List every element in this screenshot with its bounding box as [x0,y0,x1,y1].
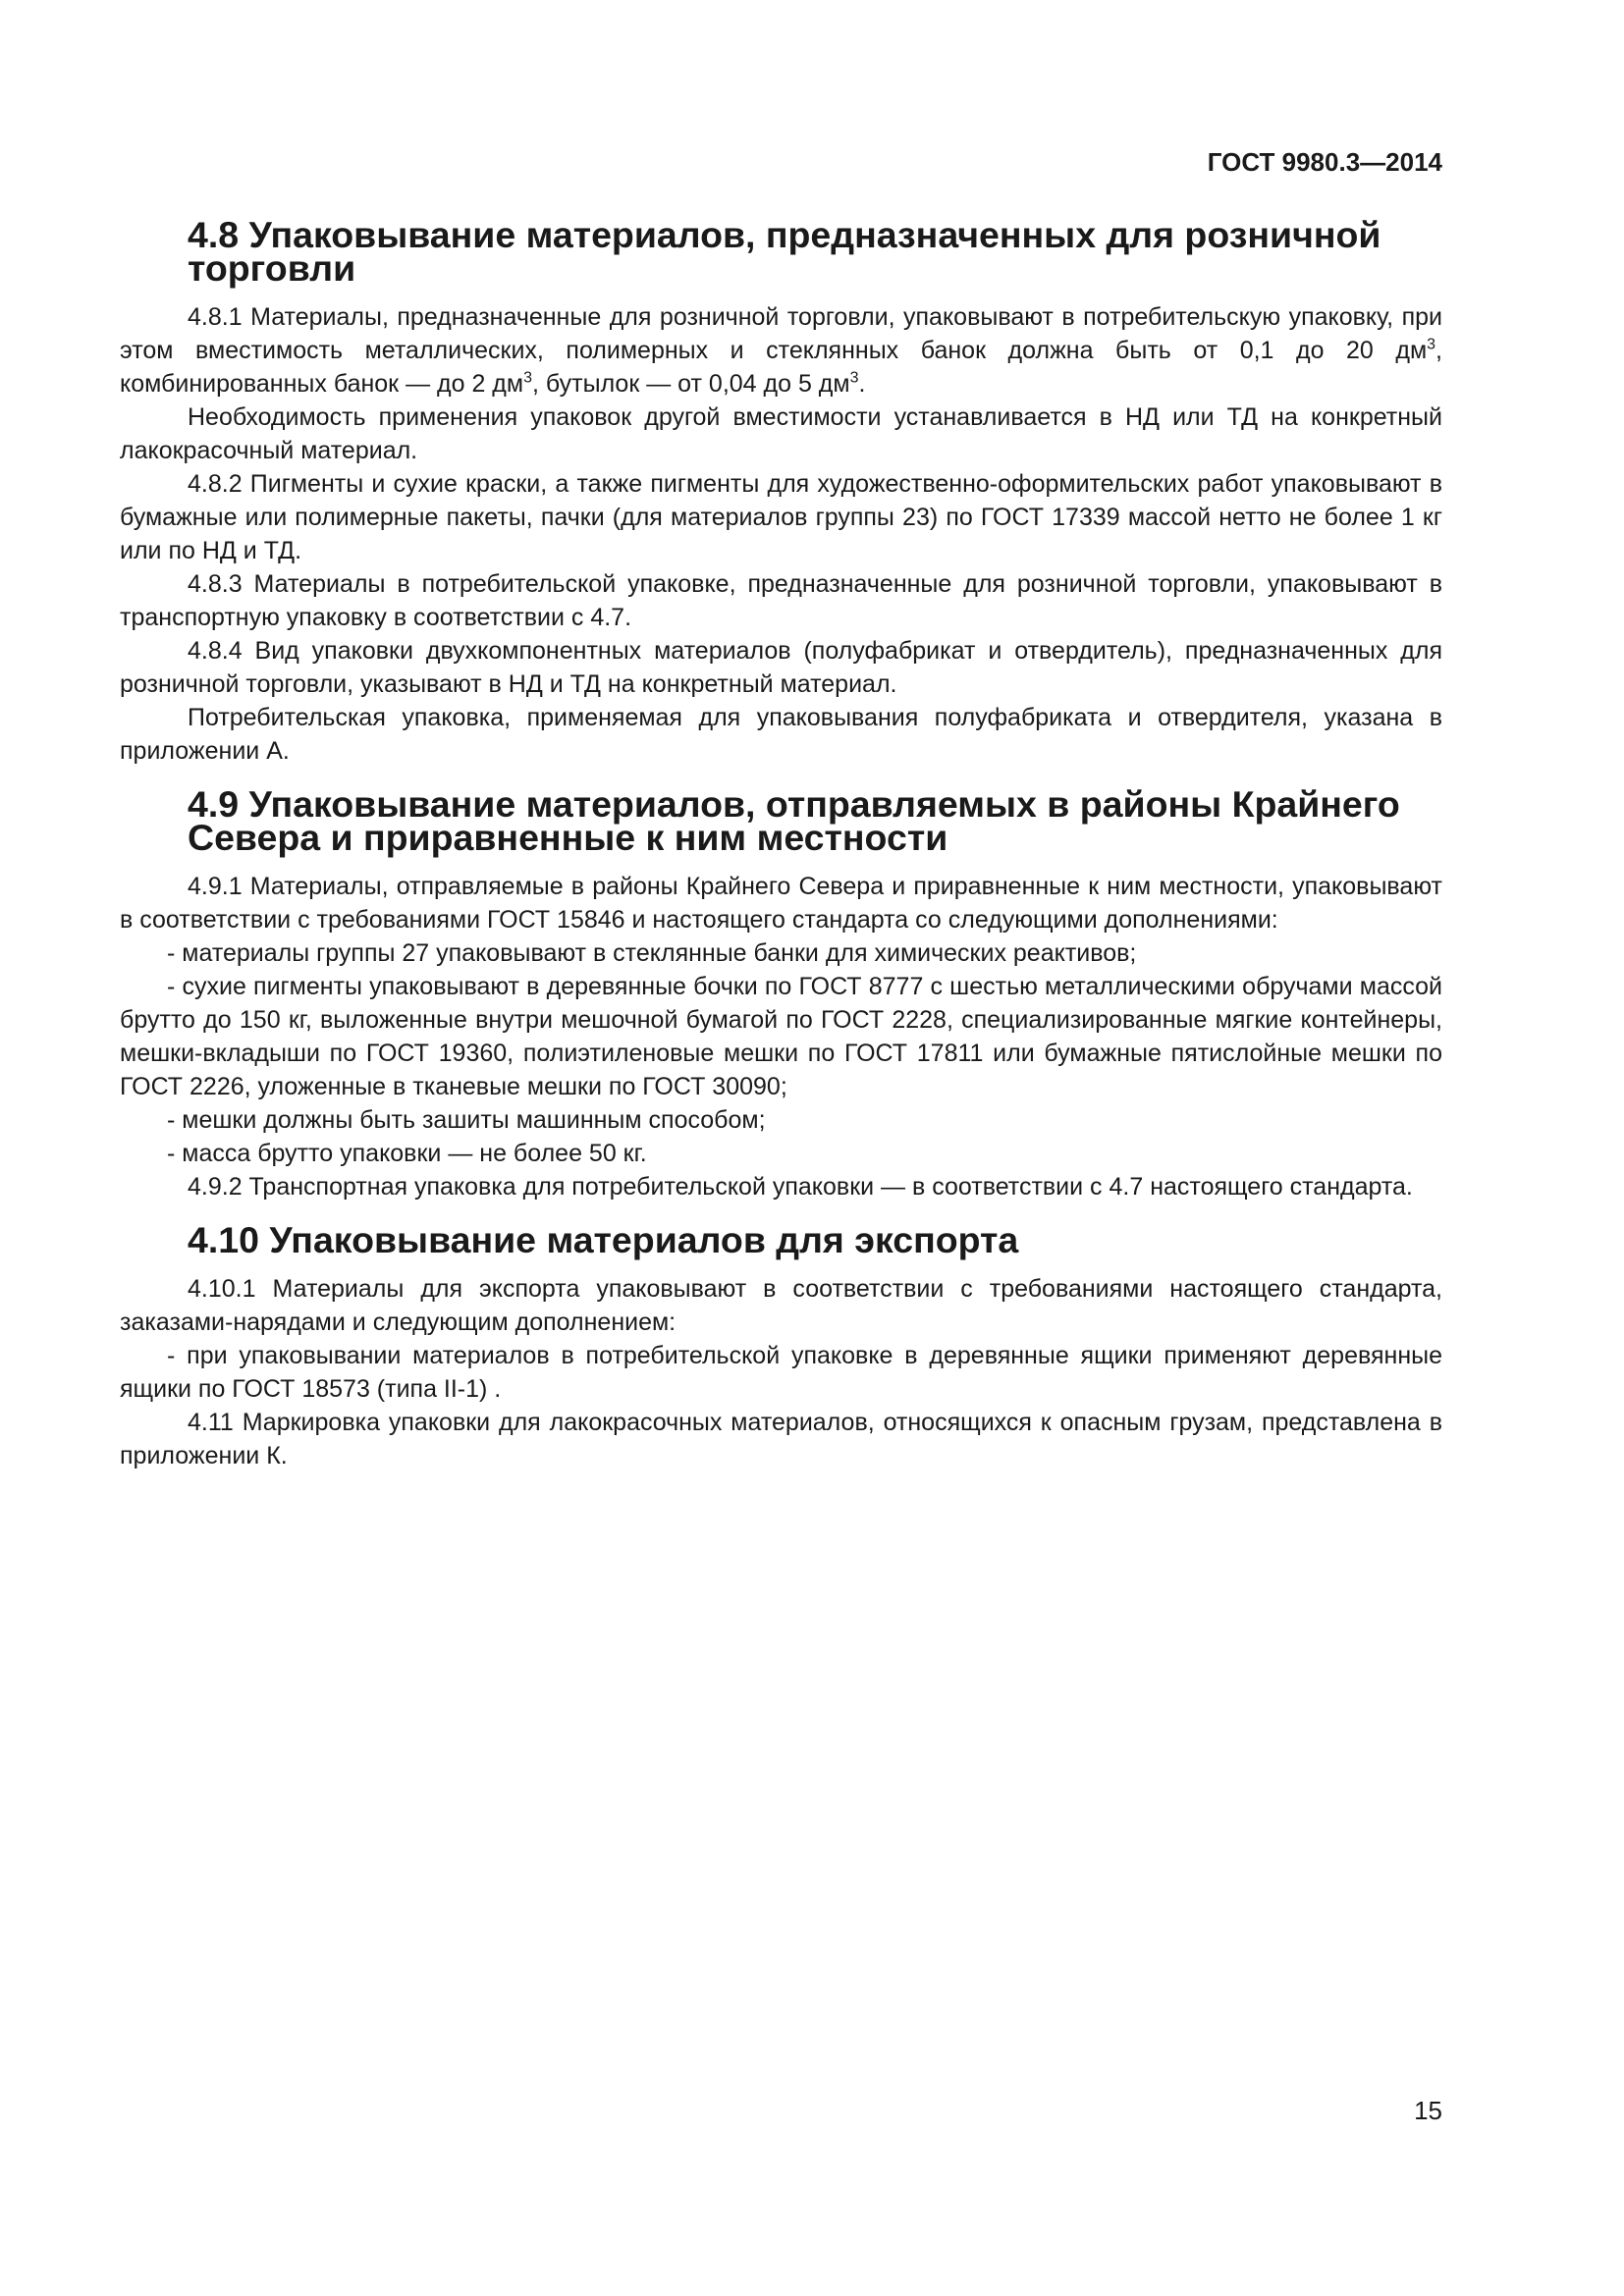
page-number: 15 [1414,2096,1442,2125]
list-item: - сухие пигменты упаковывают в деревянные бочки по ГОСТ 8777 с шестью металлическими обручами массой брутто до 150 кг, выложенные внутри мешочной бумагой по ГОСТ 2228, специализированные мягкие контейнеры, мешки-вкладыши по ГОСТ 19360, полиэтиленовые мешки по ГОСТ 17811 или бумажные пятислойные мешки по ГОСТ 2226, уложенные в тканевые мешки по ГОСТ 30090; [120,973,1442,1100]
paragraph-4-8-2: 4.8.2 Пигменты и сухие краски, а также пигменты для художественно-оформительских работ упаковывают в бумажные или полимерные пакеты, пачки (для материалов группы 23) по ГОСТ 17339 массой нетто не более 1 кг или по НД и ТД. [120,470,1442,564]
paragraph-4-8-3: 4.8.3 Материалы в потребительской упаковке, предназначенные для розничной торговли, упаковывают в транспортную упаковку в соответствии с 4.7. [120,570,1442,631]
document-id: ГОСТ 9980.3—2014 [1207,147,1442,177]
list-item: - при упаковывании материалов в потребительской упаковке в деревянные ящики применяют деревянные ящики по ГОСТ 18573 (типа II-1) . [120,1342,1442,1403]
document-body [120,214,1442,1472]
paragraph-4-11: 4.11 Маркировка упаковки для лакокрасочных материалов, относящихся к опасным грузам, представлена в приложении К. [120,1409,1442,1469]
paragraph: Необходимость применения упаковок другой вместимости устанавливается в НД или ТД на конкретный лакокрасочный материал. [120,403,1442,464]
list-item: - мешки должны быть зашиты машинным способом; [167,1106,766,1134]
paragraph: Потребительская упаковка, применяемая для упаковывания полуфабриката и отвердителя, указана в приложении А. [120,704,1442,765]
paragraph-4-8-1: 4.8.1 Материалы, предназначенные для розничной торговли, упаковывают в потребительскую упаковку, при этом вместимость металлических, полимерных и стеклянных банок должна быть от 0,1 до 20 $дм^3$, комбинированных банок — до 2 $дм^3$, бутылок — от 0,04 до 5 $дм^3$. [120,303,1442,398]
section-4-9-heading: 4.9 Упаковывание материалов, отправляемых в районы Крайнего Севера и приравненные к ним местности [188,783,1400,858]
section-4-10-heading: 4.10 Упаковывание материалов для экспорта [188,1219,1019,1260]
paragraph-4-8-4: 4.8.4 Вид упаковки двухкомпонентных материалов (полуфабрикат и отвердитель), предназначенных для розничной торговли, указывают в НД и ТД на конкретный материал. [120,637,1442,698]
section-4-8-heading: 4.8 Упаковывание материалов, предназначенных для розничной торговли [188,214,1381,289]
paragraph-4-10-1: 4.10.1 Материалы для экспорта упаковывают в соответствии с требованиями настоящего стандарта, заказами-нарядами и следующим дополнением: [120,1275,1442,1336]
paragraph-4-9-1: 4.9.1 Материалы, отправляемые в районы Крайнего Севера и приравненные к ним местности, упаковывают в соответствии с требованиями ГОСТ 15846 и настоящего стандарта со следующими дополнениями: [120,873,1442,934]
paragraph-4-9-2: 4.9.2 Транспортная упаковка для потребительской упаковки — в соответствии с 4.7 настоящего стандарта. [188,1173,1413,1201]
list-item: - масса брутто упаковки — не более 50 кг. [167,1140,647,1167]
list-item: - материалы группы 27 упаковывают в стеклянные банки для химических реактивов; [167,939,1137,967]
